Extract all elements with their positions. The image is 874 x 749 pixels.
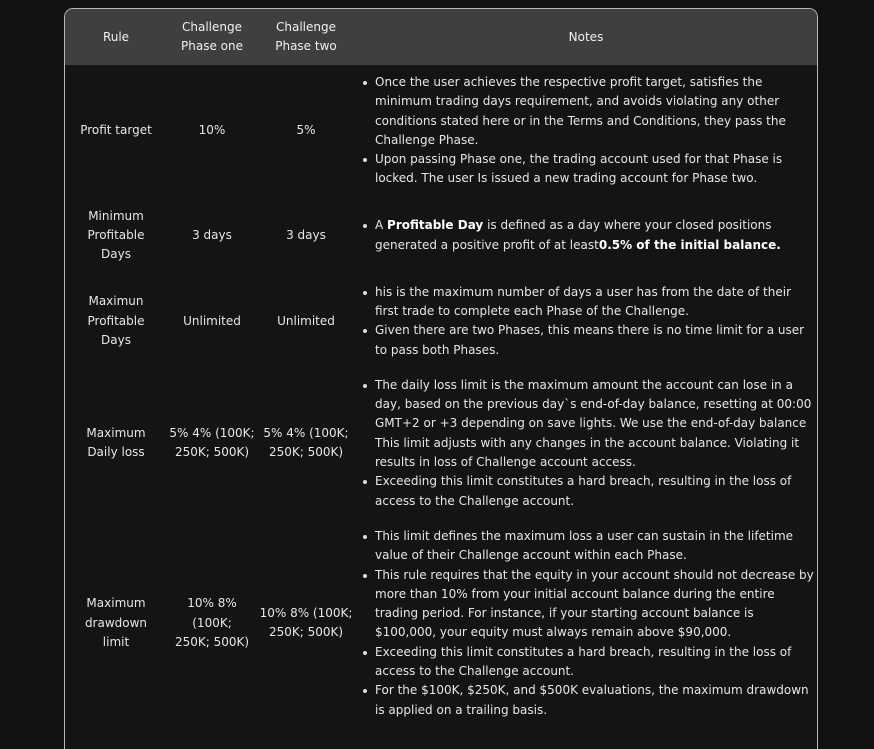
rule-cell-text: limit [102, 635, 130, 650]
notes-list [355, 527, 817, 720]
note-item: This limit defines the maximum loss a user can sustain in the lifetime value of their Challenge account within each Phase. [375, 527, 817, 566]
note-item: The daily loss limit is the maximum amount the account can lose in a day, based on the previous day`s end-of-day balance, resetting at 00:00 GMT+2 or +3 depending on save lights. We use the end-of-day balance This limit adjusts with any changes in the account balance. Violating it results in loss of Challenge account access. [375, 376, 817, 472]
header-text: Phase one [181, 39, 243, 53]
header-text: Phase two [275, 39, 337, 53]
note-bold-text: 0.5% of the initial balance. [598, 237, 781, 252]
note-item: his is the maximum number of days a user has from the date of their first trade to complete each Phase of the Challenge. [375, 283, 817, 322]
phase-one-cell [167, 197, 257, 275]
note-item: Upon passing Phase one, the trading account used for that Phase is locked. The user Is issued a new trading account for Phase two. [375, 150, 817, 189]
rules-table [65, 9, 817, 728]
notes-cell [355, 519, 817, 728]
rule-cell-text: Minimum [88, 208, 144, 223]
notes-cell [355, 368, 817, 519]
phase-two-cell [257, 368, 355, 519]
phase-one-cell-text: 250K; 500K) [174, 635, 250, 650]
phase-two-cell-text: 3 days [286, 228, 326, 243]
notes-list [355, 216, 817, 255]
note-item: For the $100K, $250K, and $500K evaluations, the maximum drawdown is applied on a trailing basis. [375, 681, 817, 720]
phase-two-cell [257, 197, 355, 275]
notes-list [355, 73, 817, 189]
phase-two-cell-text: Unlimited [277, 313, 335, 328]
header-text: Challenge [182, 20, 242, 34]
phase-one-cell [167, 368, 257, 519]
table-row [65, 368, 817, 519]
phase-two-cell-text: 5% 4% (100K; [263, 426, 349, 441]
note-text: is defined as a day where your closed positions generated a positive profit of at least [375, 218, 772, 252]
note-text: A [375, 218, 388, 233]
rules-table-container [64, 8, 818, 749]
table-row [65, 519, 817, 728]
note-item: Exceeding this limit constitutes a hard breach, resulting in the loss of access to the Challenge account. [375, 472, 817, 511]
rule-cell-text: Profitable [87, 228, 145, 243]
phase-one-cell-text: 250K; 500K) [174, 445, 250, 460]
notes-list [355, 283, 817, 360]
notes-cell [355, 65, 817, 197]
note-item: Once the user achieves the respective profit target, satisfies the minimum trading days requirement, and avoids violating any other conditions stated here or in the Terms and Conditions, they pass the Challenge Phase. [375, 73, 817, 150]
header-phase-two [257, 9, 355, 65]
rule-cell-text: Profitable [87, 313, 145, 328]
notes-list [355, 376, 817, 511]
note-item: Exceeding this limit constitutes a hard breach, resulting in the loss of access to the Challenge account. [375, 643, 817, 682]
header-phase-one [167, 9, 257, 65]
notes-cell [355, 197, 817, 275]
note-bold-text: Profitable Day [387, 218, 484, 233]
rule-cell [65, 519, 167, 728]
header-rule: Rule [65, 9, 167, 65]
rule-cell-text: Daily loss [87, 445, 145, 460]
rule-cell-text: Profit target [80, 123, 152, 138]
note-item: This rule requires that the equity in your account should not decrease by more than 10% from your initial account balance during the entire trading period. For instance, if your starting account balance is $100,000, your equity must always remain above $90,000. [375, 566, 817, 643]
rule-cell [65, 65, 167, 197]
rule-cell-text: Maximum [86, 426, 146, 441]
rule-cell [65, 275, 167, 368]
rule-cell-text: Maximum [86, 596, 146, 611]
phase-two-cell-text: 250K; 500K) [268, 625, 344, 640]
table-row [65, 275, 817, 368]
rule-cell-text: Days [101, 332, 131, 347]
rule-cell [65, 368, 167, 519]
rule-cell-text: Maximun [88, 294, 144, 309]
phase-one-cell [167, 275, 257, 368]
rule-cell-text: Days [101, 247, 131, 262]
phase-two-cell [257, 65, 355, 197]
rule-cell-text: drawdown [84, 615, 148, 630]
phase-one-cell-text: 10% 8% (100K; [187, 596, 237, 630]
phase-one-cell-text: 10% [198, 123, 226, 138]
phase-two-cell-text: 250K; 500K) [268, 445, 344, 460]
table-header-row [65, 9, 817, 65]
phase-one-cell [167, 65, 257, 197]
phase-two-cell-text: 5% [296, 123, 316, 138]
table-row [65, 197, 817, 275]
phase-one-cell [167, 519, 257, 728]
note-item [375, 216, 817, 255]
header-notes: Notes [355, 9, 817, 65]
phase-one-cell-text: 3 days [192, 228, 232, 243]
rule-cell [65, 197, 167, 275]
notes-cell [355, 275, 817, 368]
phase-two-cell [257, 275, 355, 368]
phase-two-cell [257, 519, 355, 728]
header-text: Challenge [276, 20, 336, 34]
phase-one-cell-text: Unlimited [183, 313, 241, 328]
table-row [65, 65, 817, 197]
phase-one-cell-text: 5% 4% (100K; [169, 426, 255, 441]
note-item: Given there are two Phases, this means there is no time limit for a user to pass both Phases. [375, 321, 817, 360]
phase-two-cell-text: 10% 8% (100K; [259, 606, 353, 621]
